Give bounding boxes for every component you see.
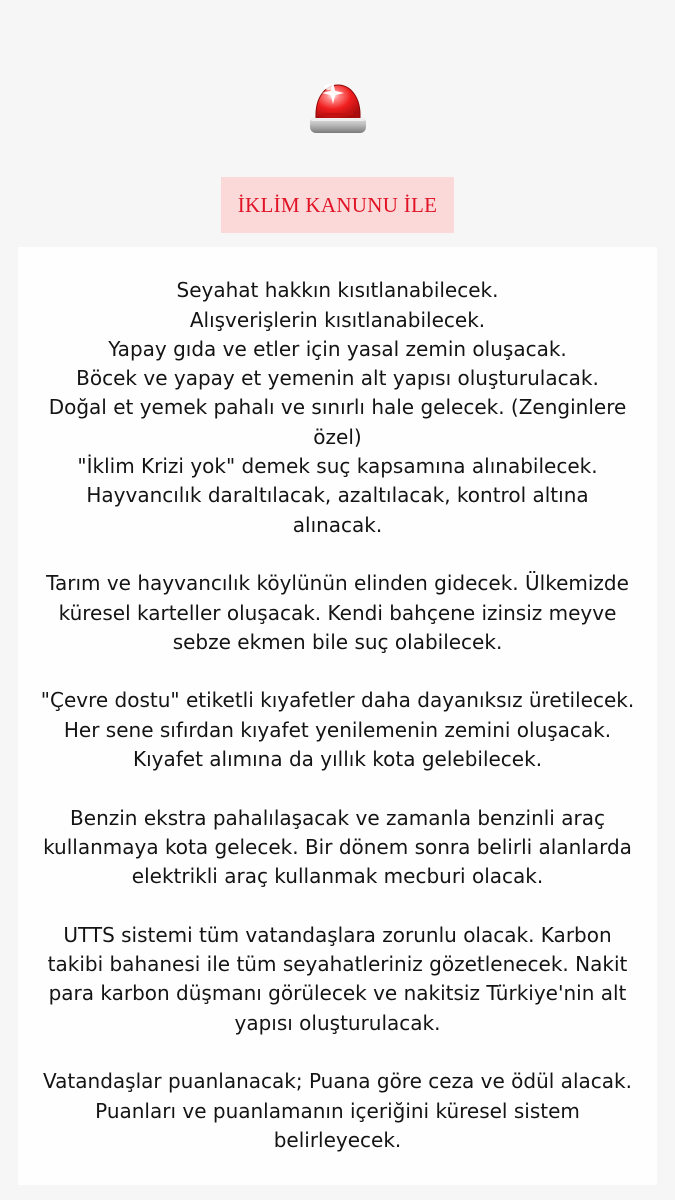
text-line: "Çevre dostu" etiketli kıyafetler daha dayanıksız üretilecek.: [40, 688, 635, 713]
page-title: İKLİM KANUNU İLE: [237, 192, 438, 217]
text-line: özel): [313, 424, 362, 449]
text-line: sebze ekmen bile suç olabilecek.: [172, 629, 503, 654]
text-line: Doğal et yemek pahalı ve sınırlı hale gelecek. (Zenginlere: [48, 395, 627, 420]
text-line: "İklim Krizi yok" demek suç kapsamına alınabilecek.: [77, 454, 598, 479]
text-line: Puanları ve puanlamanın içeriğini küresel sistem: [95, 1098, 580, 1123]
text-line: Hayvancılık daraltılacak, azaltılacak, kontrol altına: [86, 483, 589, 508]
text-line: belirleyecek.: [273, 1127, 402, 1152]
text-line: para karbon düşmanı görülecek ve nakitsiz Türkiye'nin alt: [48, 981, 627, 1006]
police-siren-icon: [307, 66, 369, 138]
title-banner: [221, 177, 454, 233]
text-line: yapısı oluşturulacak.: [234, 1010, 441, 1035]
text-line: Vatandaşlar puanlanacak; Puana göre ceza ve ödül alacak.: [43, 1069, 632, 1094]
story-text-block: [18, 247, 657, 1185]
paragraph: [18, 569, 657, 657]
text-line: Yapay gıda ve etler için yasal zemin oluşacak.: [108, 336, 567, 361]
text-line: Tarım ve hayvancılık köylünün elinden gidecek. Ülkemizde: [46, 571, 629, 596]
text-line: alınacak.: [292, 512, 383, 537]
paragraph: [18, 1067, 657, 1155]
paragraph: [18, 686, 657, 774]
text-line: UTTS sistemi tüm vatandaşlara zorunlu olacak. Karbon: [63, 922, 612, 947]
text-line: küresel karteller oluşacak. Kendi bahçene izinsiz meyve: [58, 600, 617, 625]
text-line: Seyahat hakkın kısıtlanabilecek.: [176, 278, 499, 303]
text-line: Kıyafet alımına da yıllık kota gelebilecek.: [132, 747, 543, 772]
text-line: Her sene sıfırdan kıyafet yenilemenin zemini oluşacak.: [63, 717, 612, 742]
text-line: Böcek ve yapay et yemenin alt yapısı oluşturulacak.: [76, 366, 599, 391]
paragraph: [18, 921, 657, 1038]
text-line: kullanmaya kota gelecek. Bir dönem sonra belirli alanlarda: [43, 834, 632, 859]
paragraph: [18, 276, 657, 540]
paragraph: [18, 804, 657, 892]
text-line: Benzin ekstra pahalılaşacak ve zamanla benzinli araç: [70, 805, 605, 830]
text-line: Alışverişlerin kısıtlanabilecek.: [189, 307, 486, 332]
text-line: takibi bahanesi ile tüm seyahatleriniz gözetlenecek. Nakit: [47, 952, 628, 977]
text-line: elektrikli araç kullanmak mecburi olacak.: [131, 864, 544, 889]
